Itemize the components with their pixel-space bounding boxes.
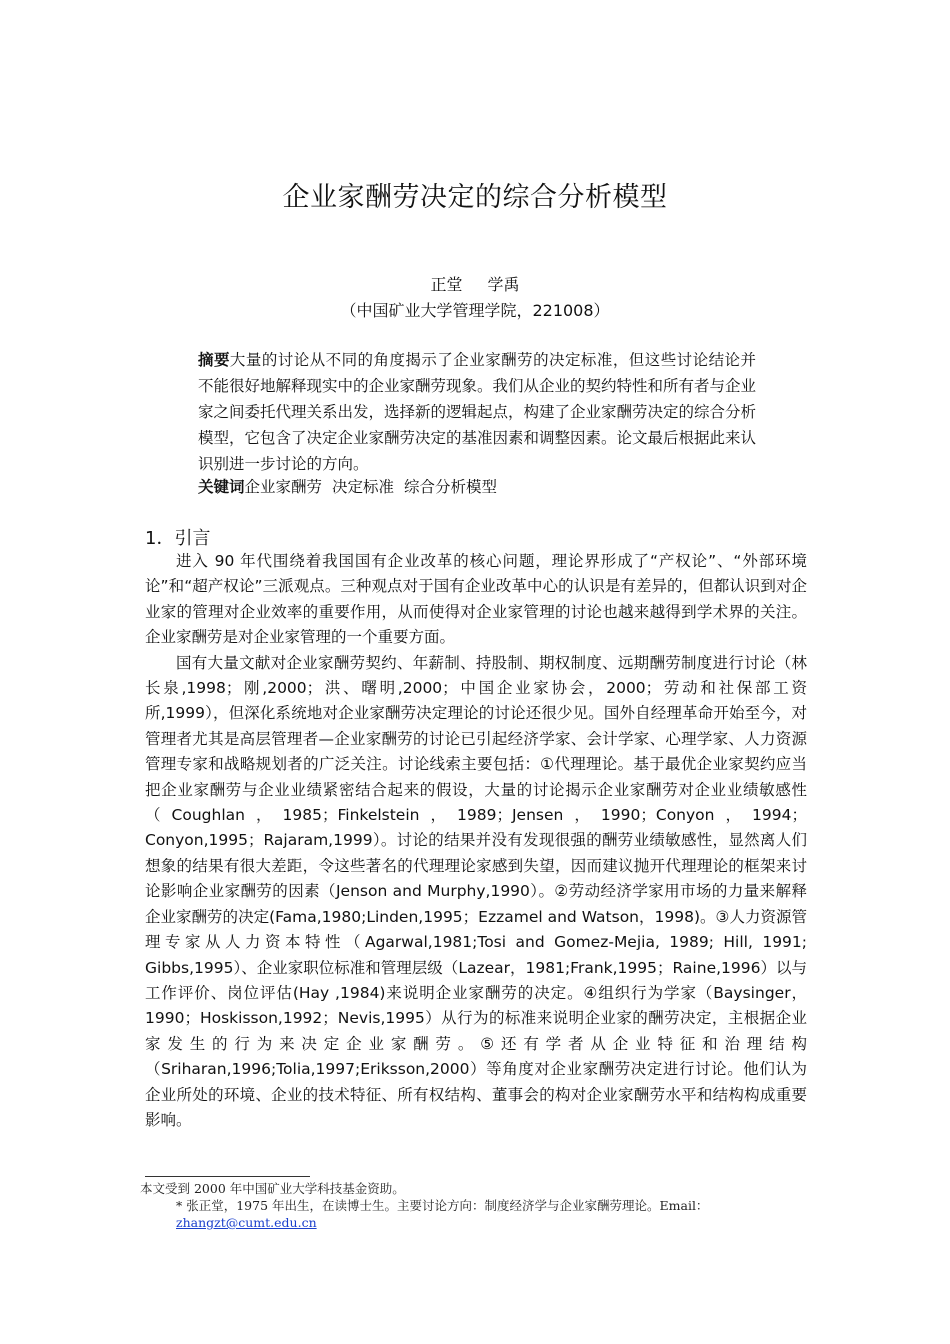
- footnote-author-bio: * 张正堂，1975 年出生，在读博士生。主要讨论方向：制度经济学与企业家酬劳理论。Email：: [176, 1198, 709, 1213]
- section-body: [145, 549, 807, 1133]
- body-paragraph: 国有大量文献对企业家酬劳契约、年薪制、持股制、期权制度、远期酬劳制度进行讨论（林长泉,1998；刚,2000；洪、曙明,2000；中国企业家协会，2000；劳动和社保部工资所,1999），但深化系统地对企业家酬劳决定理论的讨论还很少见。国外自经理革命开始至今，对管理者尤其是高层管理者—企业家酬劳的讨论已引起经济学家、会计学家、心理学家、人力资源管理专家和战略规划者的广泛关注。讨论线索主要包括：①代理理论。基于最优企业家契约应当把企业家酬劳与企业业绩紧密结合起来的假设，大量的讨论揭示企业家酬劳对企业业绩敏感性（Coughlan，1985；Finkelstein，1989；Jensen，1990；Conyon，1994；Conyon,1995；Rajaram,1999）。讨论的结果并没有发现很强的酬劳业绩敏感性，显然离人们想象的结果有很大差距，令这些著名的代理理论家感到失望，因而建议抛开代理理论的框架来讨论影响企业家酬劳的因素（Jenson and Murphy,1990）。②劳动经济学家用市场的力量来解释企业家酬劳的决定(Fama,1980;Linden,1995；Ezzamel and Watson，1998)。③人力资源管理专家从人力资本特性（Agarwal,1981;Tosi and Gomez-Mejia, 1989; Hill, 1991; Gibbs,1995）、企业家职位标准和管理层级（Lazear，1981;Frank,1995；Raine,1996）以与工作评价、岗位评估(Hay ,1984)来说明企业家酬劳的决定。④组织行为学家（Baysinger，1990；Hoskisson,1992；Nevis,1995）从行为的标准来说明企业家的酬劳决定，主根据企业家发生的行为来决定企业家酬劳。⑤还有学者从企业特征和治理结构（Sriharan,1996;Tolia,1997;Eriksson,2000）等角度对企业家酬劳决定进行讨论。他们认为企业所处的环境、企业的技术特征、所有权结构、董事会的构对企业家酬劳水平和结构构成重要影响。: [145, 653, 807, 1129]
- footnote-divider: [145, 1176, 310, 1177]
- keyword: 企业家酬劳: [244, 478, 323, 496]
- abstract-label: 摘要: [198, 351, 230, 369]
- footnote-fund: 本文受到 2000 年中国矿业大学科技基金资助。: [140, 1181, 405, 1196]
- abstract-text: 大量的讨论从不同的角度揭示了企业家酬劳的决定标准，但这些讨论结论并不能很好地解释现实中的企业家酬劳现象。我们从企业的契约特性和所有者与企业家之间委托代理关系出发，选择新的逻辑起点，构建了企业家酬劳决定的综合分析模型，它包含了决定企业家酬劳决定的基准因素和调整因素。论文最后根据此来认识别进一步讨论的方向。: [198, 351, 757, 473]
- section-heading: 1．引言: [145, 528, 211, 549]
- footnotes: [140, 1180, 800, 1231]
- keyword: 综合分析模型: [404, 478, 498, 496]
- body-paragraph: 进入 90 年代围绕着我国国有企业改革的核心问题，理论界形成了“产权论”、“外部环境论”和“超产权论”三派观点。三种观点对于国有企业改革中心的认识是有差异的，但都认识到对企业家的管理对企业效率的重要作用，从而使得对企业家管理的讨论也越来越得到学术界的关注。企业家酬劳是对企业家管理的一个重要方面。: [145, 552, 807, 647]
- author-name: 正堂: [430, 275, 463, 294]
- author-name: 学禹: [487, 275, 520, 294]
- paper-title: 企业家酬劳决定的综合分析模型: [282, 182, 668, 213]
- abstract: [198, 347, 756, 477]
- keyword: 决定标准: [332, 478, 395, 496]
- keywords-label: 关键词: [198, 478, 245, 496]
- affiliation: （中国矿业大学管理学院，221008）: [340, 301, 610, 320]
- author-list: [0, 272, 950, 295]
- keywords: [198, 474, 756, 500]
- email-link[interactable]: zhangzt@cumt.edu.cn: [176, 1215, 317, 1230]
